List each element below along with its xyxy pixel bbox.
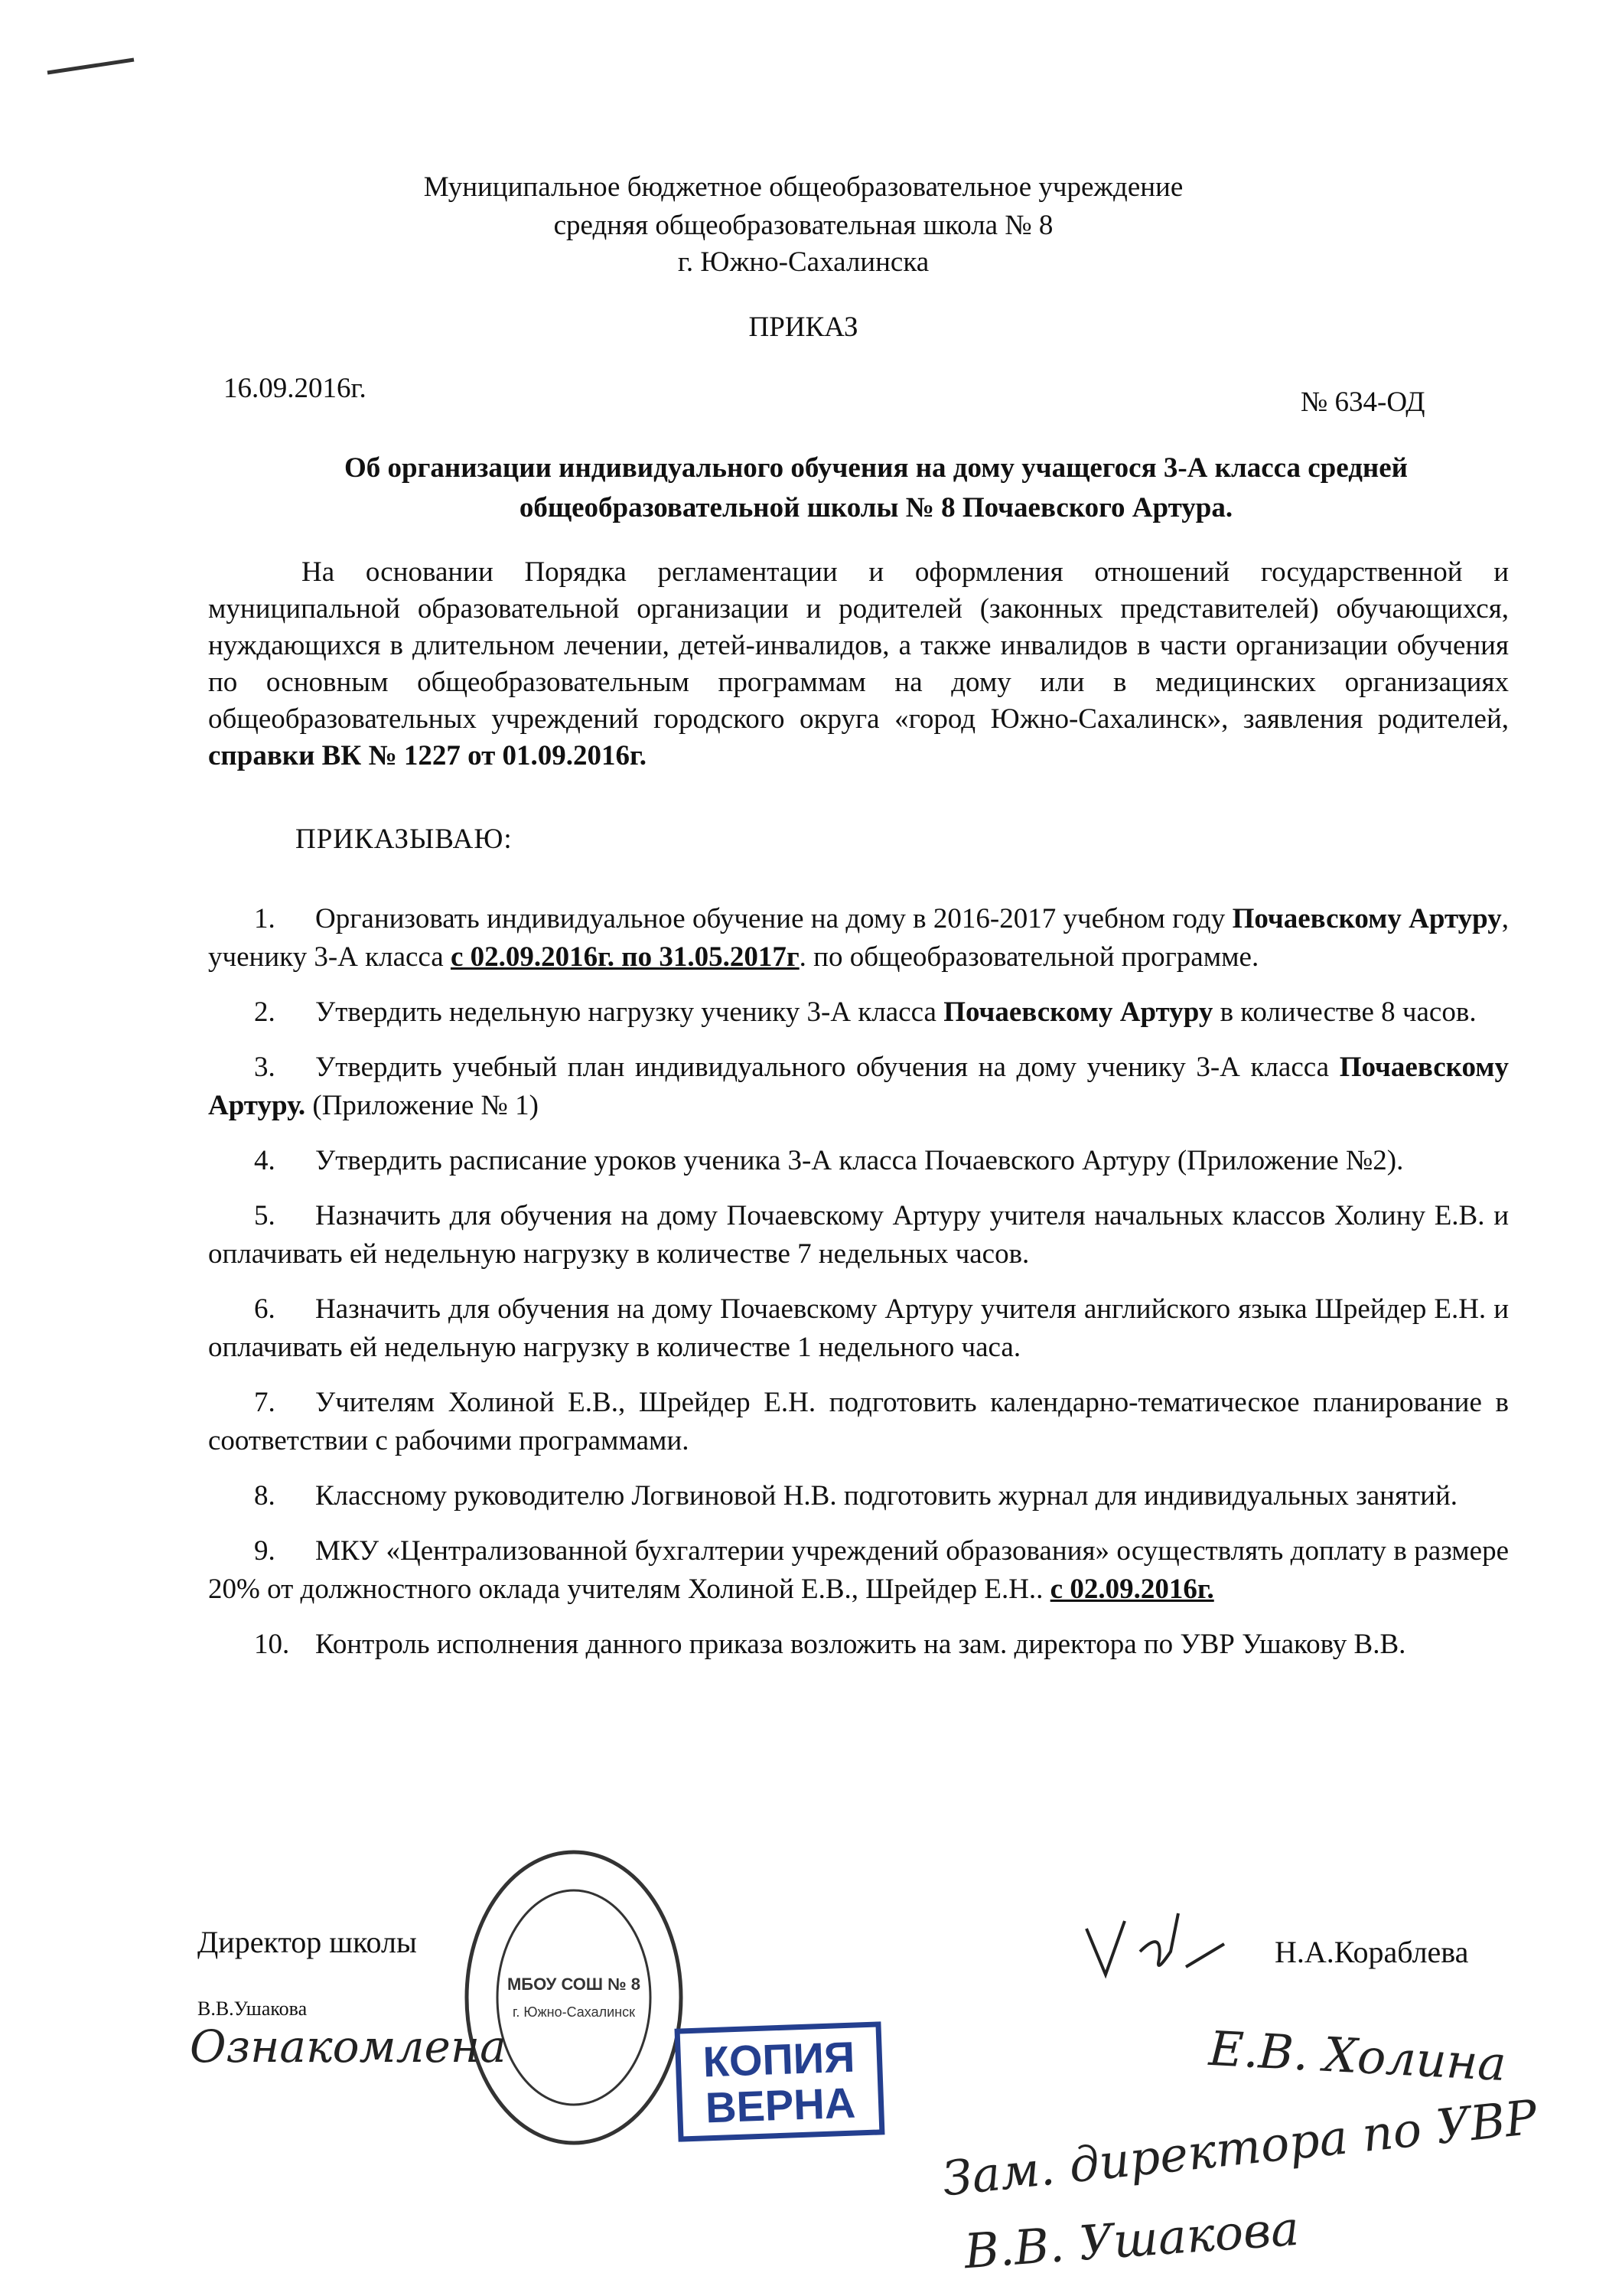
copy-true-stamp	[674, 2021, 884, 2141]
order-item-part: 5.	[254, 1200, 275, 1231]
doc-type-title: ПРИКАЗ	[748, 311, 858, 343]
order-item-part: Организовать индивидуальное обучение на дому в 2016-2017 учебном году	[315, 903, 1233, 934]
seal-center-line2: г. Южно-Сахалинск	[513, 2004, 635, 2020]
order-item-part: 6.	[254, 1293, 275, 1325]
handwriting-deputy-line1: Зам. директора по УВР	[940, 2089, 1540, 2207]
order-item-6	[208, 1290, 1509, 1367]
stamp-line2: ВЕРНА	[705, 2078, 857, 2132]
order-item-part: 9.	[254, 1535, 275, 1567]
order-item-2	[208, 993, 1509, 1032]
institution-name-line1: Муниципальное бюджетное общеобразовательное учреждение	[423, 171, 1184, 203]
order-item-part: Учителям Холиной Е.В., Шрейдер Е.Н. подготовить календарно-тематическое планирование в соответствии с рабочими программами.	[208, 1387, 1509, 1456]
institution-city: г. Южно-Сахалинска	[677, 246, 930, 278]
doc-number: № 634-ОД	[1301, 386, 1425, 418]
order-item-part: 8.	[254, 1480, 275, 1512]
preamble-text: На основании Порядка регламентации и оформления отношений государственной и муниципальной образовательной организации и родителей (законных представителей) обучающихся, нуждающихся в длительном лечении, детей-инвалидов, а также инвалидов в части организации обучения по основным общеобразовательным программам на дому или в медицинских организациях общеобразовательных учреждений городского округа «город Южно-Сахалинск», заявления родителей,	[208, 556, 1509, 735]
order-item-part: в количестве 8 часов.	[1213, 996, 1477, 1028]
order-item-10	[208, 1626, 1509, 1664]
director-signature	[1071, 1898, 1239, 1990]
signature-position: Директор школы	[197, 1925, 417, 1959]
institution-name-line2: средняя общеобразовательная школа № 8	[553, 210, 1054, 241]
handwriting-holina: Е.В. Холина	[1207, 2020, 1508, 2092]
order-item-part: 2.	[254, 996, 275, 1028]
order-item-part: Утвердить расписание уроков ученика 3-А класса Почаевского Артуру (Приложение №2).	[315, 1145, 1404, 1176]
order-item-4	[208, 1142, 1509, 1180]
order-item-5	[208, 1197, 1509, 1274]
order-item-1	[208, 900, 1509, 977]
round-seal	[459, 1844, 689, 2151]
order-item-part: , ученику 3-А класса	[208, 903, 1509, 973]
order-item-3	[208, 1049, 1509, 1125]
order-item-part: с 02.09.2016г.	[1050, 1574, 1214, 1605]
order-items	[208, 900, 1509, 1681]
order-item-part: 4.	[254, 1145, 275, 1176]
doc-date: 16.09.2016г.	[223, 373, 366, 404]
order-item-part: Назначить для обучения на дому Почаевскому Артуру учителя английского языка Шрейдер Е.Н. и оплачивать ей недельную нагрузку в количестве 1 недельного часа.	[208, 1293, 1509, 1363]
order-item-part: МКУ «Централизованной бухгалтерии учреждений образования» осуществлять доплату в размере 20% от должностного оклада учителям Холиной Е.В., Шрейдер Е.Н..	[208, 1535, 1509, 1605]
order-item-7	[208, 1384, 1509, 1460]
order-item-part: с 02.09.2016г. по 31.05.2017г	[450, 941, 800, 973]
stamp-line1: КОПИЯ	[702, 2032, 856, 2086]
order-word: ПРИКАЗЫВАЮ:	[295, 823, 513, 855]
order-item-part: Контроль исполнения данного приказа возложить на зам. директора по УВР Ушакову В.В.	[315, 1629, 1406, 1660]
order-item-part: Утвердить недельную нагрузку ученику 3-А класса	[315, 996, 944, 1028]
order-item-part: Почаевскому Артуру	[943, 996, 1213, 1028]
order-item-part: Почаевскому Артуру	[1232, 903, 1502, 934]
preamble	[208, 554, 1509, 775]
scan-artifact	[46, 54, 138, 84]
executor-name: В.В.Ушакова	[197, 1998, 308, 2020]
doc-subject: Об организации индивидуального обучения на дому учащегося 3-А класса средней общеобразовательной школы № 8 Почаевского Артура.	[344, 452, 1408, 523]
seal-center-line1: МБОУ СОШ № 8	[506, 1975, 641, 1994]
order-item-part: Назначить для обучения на дому Почаевскому Артуру учителя начальных классов Холину Е.В. и оплачивать ей недельную нагрузку в количестве 7 недельных часов.	[208, 1200, 1509, 1270]
preamble-bold-tail: справки ВК № 1227 от 01.09.2016г.	[208, 740, 647, 771]
order-item-part: Почаевскому Артуру.	[208, 1052, 1509, 1121]
signature-name: Н.А.Кораблева	[1275, 1935, 1469, 1969]
order-item-8	[208, 1477, 1509, 1515]
order-item-part: 10.	[254, 1629, 290, 1660]
order-item-part: 3.	[254, 1052, 275, 1083]
handwriting-deputy-line2: В.В. Ушакова	[962, 2200, 1301, 2280]
order-item-part: 7.	[254, 1387, 275, 1418]
handwriting-acquainted: Ознакомлена	[190, 2020, 506, 2073]
order-item-part: (Приложение № 1)	[305, 1090, 539, 1121]
order-item-part: Утвердить учебный план индивидуального обучения на дому ученику 3-А класса	[315, 1052, 1340, 1083]
order-item-9	[208, 1532, 1509, 1609]
order-item-part: Классному руководителю Логвиновой Н.В. подготовить журнал для индивидуальных занятий.	[315, 1480, 1458, 1512]
order-item-part: . по общеобразовательной программе.	[799, 941, 1259, 973]
order-item-part: 1.	[254, 903, 275, 934]
